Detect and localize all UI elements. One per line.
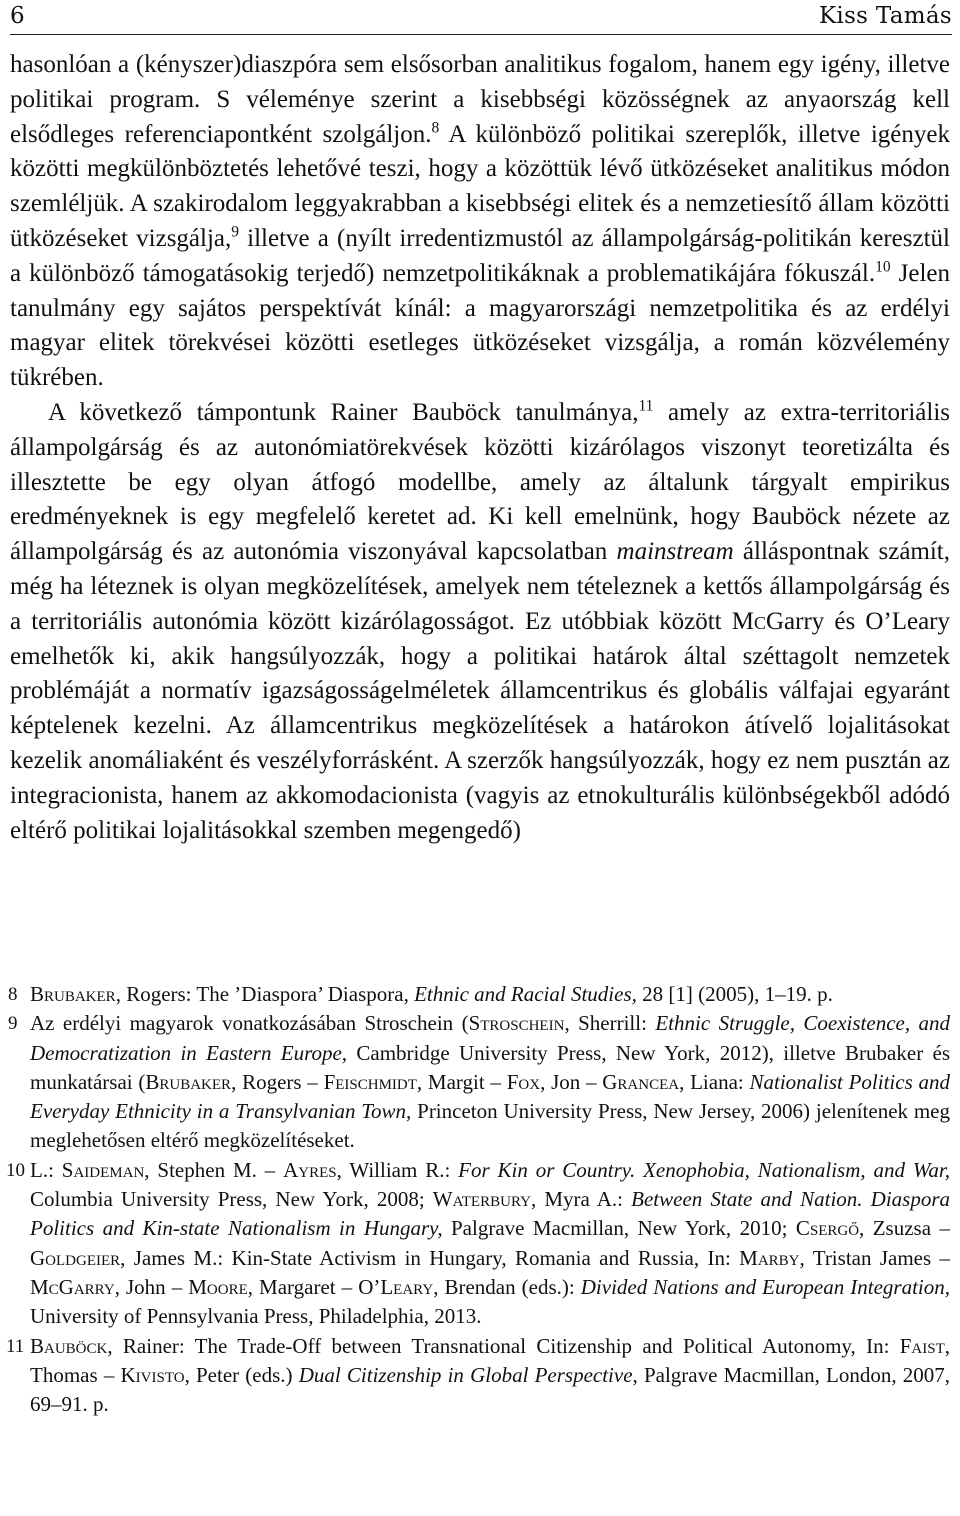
text-run: , Brendan (eds.): xyxy=(433,1274,581,1299)
text-run: , Zsuzsa – xyxy=(859,1216,950,1241)
text-run: amely az extra-territoriális állampolgárság és az autonómiatörekvések közötti kizárólagos viszonyt teoretizálta és illesztette be egy olyan átfogó modellbe, amely az általunk tárgyalt empirikus eredményeknek is egy megfelelő keretet ad. Ki kell emelnünk, hogy Bauböck nézete az állampolgárság és az autonómia viszonyával kapcsolatban xyxy=(10,398,950,566)
text-run: , James M.: Kin-State Activism in Hungary, Romania and Russia, In: xyxy=(120,1245,740,1270)
running-author: Kiss Tamás xyxy=(818,3,952,29)
author-name: Grancea xyxy=(602,1069,680,1094)
author-name: Brubaker xyxy=(30,982,116,1006)
work-title: Dual Citizenship in Global Perspective, xyxy=(298,1362,638,1387)
page-number: 6 xyxy=(10,3,25,29)
text-run: , Rogers – xyxy=(231,1069,324,1094)
footnote-10 xyxy=(6,1156,951,1332)
text-run: 28 [1] (2005), 1–19. p. xyxy=(636,982,833,1006)
author-name: Fox xyxy=(506,1069,541,1094)
text-run: Palgrave Macmillan, New York, 2010; xyxy=(442,1216,796,1241)
footnote-number: 9 xyxy=(8,1013,18,1035)
author-name: Moore xyxy=(188,1274,248,1299)
author-name: Faist xyxy=(899,1333,945,1358)
work-title: For Kin or Country. Xenophobia, Nationalism, and War, xyxy=(458,1157,951,1182)
header-rule xyxy=(10,34,952,35)
text-run: Princeton University Press, New Jersey, 2006) jelenítenek meg meglehetősen eltérő megközelítéseket. xyxy=(30,1099,951,1153)
footnote-8 xyxy=(10,980,950,1009)
text-run: , Jon – xyxy=(540,1069,603,1094)
text-run: A következő támpontunk Rainer Bauböck tanulmánya, xyxy=(48,398,639,426)
footnote-ref-9[interactable]: 9 xyxy=(231,223,240,241)
author-name: Stroschein xyxy=(468,1011,565,1036)
text-run: Garry és O’Leary emelhetők ki, akik hangsúlyozzák, hogy a politikai határok által széttagolt nemzetek problémáját a normatív igazságosságelméletek államcentrikus és globális válfajai egyaránt képtelenek kezelni. Az államcentrikus megközelítések a határokon átívelő lojalitásokat kezelik anomáliaként és veszélyforrásként. A szerzők hangsúlyozzák, hogy ez nem pusztán az integracionista, hanem az akkomodacionista (vagyis az etnokulturális különbségekből adódó eltérő politikai lojalitásokkal szemben megengedő) xyxy=(10,607,950,844)
italic-term: mainstream xyxy=(616,538,734,566)
footnote-number: 8 xyxy=(8,984,18,1005)
work-title: Divided Nations and European Integration, xyxy=(580,1274,950,1299)
text-run: Cambridge University Press, New York, 2012), illetve Brubaker és munkatársai ( xyxy=(30,1040,950,1094)
text-run: , Tristan James – xyxy=(799,1245,951,1270)
text-run: , Rogers: The ’Diaspora’ Diaspora, xyxy=(115,982,415,1006)
paragraph-1 xyxy=(10,48,950,396)
text-run: Palgrave Macmillan, London, 2007, 69–91. p. xyxy=(30,1362,950,1417)
paragraph-2 xyxy=(10,396,950,848)
work-title: Nationalist Politics and Everyday Ethnicity in a Transylvanian Town, xyxy=(30,1069,950,1124)
text-run: illetve a (nyílt irredentizmustól az állampolgárság-politikán keresztül a különböző támogatásokig terjedő) nemzetpolitikáknak a problematikájára fókuszál. xyxy=(10,224,950,287)
author-name: Marby xyxy=(739,1245,800,1270)
text-run: álláspontnak számít, még ha léteznek is olyan megközelítések, amelyek nem tételeznek a kettős állampolgárság és a territoriális autonómia között kizárólagosságot. Ez utóbbiak között xyxy=(10,538,951,635)
text-run: , Margit – xyxy=(416,1069,507,1094)
text-run: Jelen tanulmány egy sajátos perspektívát kínál: a magyarországi nemzetpolitika és az erdélyi magyar elitek törekvései közötti esetleges ütközéseket vizsgálja, a román közvélemény tükrében. xyxy=(10,259,950,392)
author-name: McGarry xyxy=(30,1274,115,1299)
author-name: Ayres xyxy=(283,1157,337,1182)
text-run: , William R.: xyxy=(336,1157,459,1182)
footnote-9 xyxy=(10,1009,950,1155)
author-name: Brubaker xyxy=(145,1069,232,1094)
small-caps-run: c xyxy=(753,607,766,635)
footnote-number: 10 xyxy=(6,1159,25,1181)
page-header xyxy=(10,3,952,31)
footnote-11 xyxy=(6,1332,950,1420)
text-run: A különböző politikai szereplők, illetve igények közötti megkülönböztetés lehetővé teszi, hogy a közöttük lévő ütközéseket analitikus módon szemléljük. A szakirodalom leggyakrabban a kisebbségi elitek és a nemzetiesítő állam közötti ütközéseket vizsgálja, xyxy=(10,120,950,252)
work-title: Between State and Nation. Diaspora Politics and Kin-state Nationalism in Hungary, xyxy=(30,1187,950,1241)
author-name: Feischmidt xyxy=(323,1069,417,1094)
text-run: M xyxy=(731,607,754,635)
text-run: , John – xyxy=(114,1274,189,1299)
work-title: Ethnic and Racial Studies, xyxy=(414,982,637,1006)
text-run: hasonlóan a (kényszer)diaszpóra sem elsősorban analitikus fogalom, hanem egy igény, illetve politikai program. S véleménye szerint a kisebbségi közösségnek az anyaország kell elsődleges referenciapontként szolgáljon. xyxy=(10,51,950,148)
text-run: , Rainer: The Trade-Off between Transnational Citizenship and Political Autonomy, In: xyxy=(107,1333,900,1358)
text-run: University of Pennsylvania Press, Philadelphia, 2013. xyxy=(30,1304,482,1329)
text-run: Az erdélyi magyarok vonatkozásában Stroschein ( xyxy=(30,1011,469,1036)
text-run: , Liana: xyxy=(679,1069,750,1094)
text-run: , Sherrill: xyxy=(564,1011,656,1036)
text-run: , Margaret – xyxy=(247,1274,359,1299)
text-run: , Stephen M. – xyxy=(144,1157,284,1182)
text-run: , Thomas – xyxy=(30,1333,950,1387)
footnote-ref-11[interactable]: 11 xyxy=(638,397,654,415)
footnote-ref-10[interactable]: 10 xyxy=(875,258,891,276)
work-title: Ethnic Struggle, Coexistence, and Democratization in Eastern Europe, xyxy=(30,1011,951,1065)
author-name: Saideman xyxy=(61,1157,145,1182)
author-name: Waterbury xyxy=(432,1187,531,1212)
text-run: Columbia University Press, New York, 2008; xyxy=(30,1187,433,1212)
author-name: O’Leary xyxy=(358,1274,434,1299)
main-text xyxy=(10,48,950,848)
text-run: , Peter (eds.) xyxy=(184,1362,299,1387)
footnote-number: 11 xyxy=(6,1335,25,1357)
footnote-ref-8[interactable]: 8 xyxy=(431,118,440,136)
text-run: , Myra A.: xyxy=(530,1187,632,1212)
text-run: L.: xyxy=(30,1157,62,1182)
footnotes xyxy=(6,980,951,1419)
author-name: Csergő xyxy=(795,1216,860,1241)
author-name: Bauböck xyxy=(30,1333,108,1358)
author-name: Goldgeier xyxy=(30,1245,121,1270)
author-name: Kivisto xyxy=(120,1362,185,1387)
